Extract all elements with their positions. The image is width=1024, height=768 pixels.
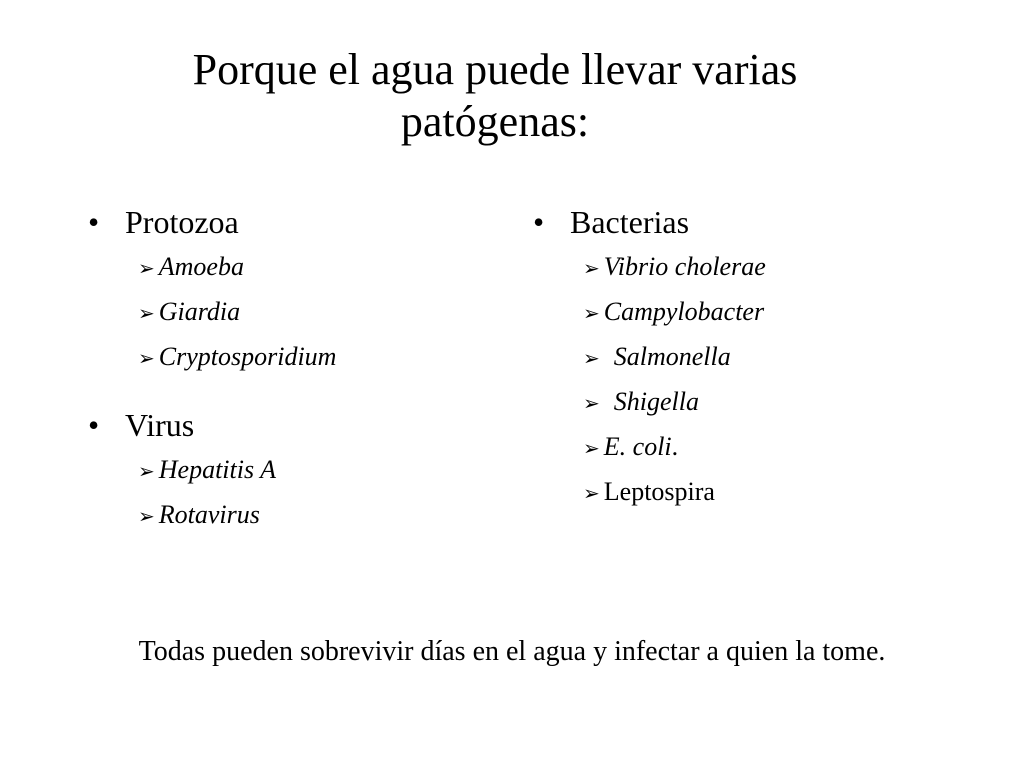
item-rotavirus: Rotavirus — [158, 500, 260, 529]
right-column — [533, 200, 953, 514]
bacterias-list — [533, 244, 953, 514]
slide-title — [0, 44, 990, 148]
list-item — [583, 469, 953, 514]
arrow-bullet-icon: ➢ — [583, 481, 600, 505]
protozoa-list — [88, 244, 488, 379]
item-hepatitis-a: Hepatitis A — [158, 455, 277, 484]
bullet-heading-virus: Virus — [125, 407, 195, 443]
list-item — [583, 244, 953, 289]
arrow-bullet-icon: ➢ — [138, 504, 155, 528]
item-vibrio-cholerae: Vibrio cholerae — [603, 252, 766, 281]
arrow-bullet-icon: ➢ — [583, 301, 600, 325]
list-item — [138, 334, 488, 379]
list-item — [138, 244, 488, 289]
bullet-protozoa — [88, 200, 488, 244]
list-item — [138, 447, 488, 492]
arrow-bullet-icon: ➢ — [138, 256, 155, 280]
item-amoeba: Amoeba — [158, 252, 244, 281]
item-salmonella: Salmonella — [613, 342, 731, 371]
virus-list — [88, 447, 488, 537]
virus-group — [88, 403, 488, 537]
bullet-bacterias — [533, 200, 953, 244]
list-item — [138, 289, 488, 334]
bullet-heading-bacterias: Bacterias — [570, 204, 690, 240]
arrow-bullet-icon: ➢ — [583, 256, 600, 280]
protozoa-group — [88, 200, 488, 379]
arrow-bullet-icon: ➢ — [138, 459, 155, 483]
footer-note: Todas pueden sobrevivir días en el agua y infectar a quien la tome. — [138, 636, 886, 667]
slide-title-line-1: Porque el agua puede llevar varias — [192, 45, 798, 94]
arrow-bullet-icon: ➢ — [583, 346, 600, 370]
item-e-coli-period: . — [671, 432, 679, 461]
left-column — [88, 200, 488, 537]
bullet-dot-icon: • — [533, 204, 545, 240]
list-item — [138, 492, 488, 537]
arrow-bullet-icon: ➢ — [583, 436, 600, 460]
item-campylobacter: Campylobacter — [603, 297, 765, 326]
item-leptospira: Leptospira — [603, 477, 715, 506]
list-item — [583, 289, 953, 334]
arrow-bullet-icon: ➢ — [138, 301, 155, 325]
bullet-virus — [88, 403, 488, 447]
item-cryptosporidium: Cryptosporidium — [158, 342, 337, 371]
bullet-dot-icon: • — [88, 407, 100, 443]
slide-title-line-2: patógenas: — [400, 97, 590, 146]
arrow-bullet-icon: ➢ — [583, 391, 600, 415]
list-item — [583, 379, 953, 424]
bullet-heading-protozoa: Protozoa — [125, 204, 239, 240]
item-shigella: Shigella — [613, 387, 699, 416]
item-e-coli: E. coli — [603, 432, 672, 461]
arrow-bullet-icon: ➢ — [138, 346, 155, 370]
list-item — [583, 424, 953, 469]
list-item — [583, 334, 953, 379]
bacterias-group — [533, 200, 953, 514]
item-giardia: Giardia — [158, 297, 241, 326]
bullet-dot-icon: • — [88, 204, 100, 240]
